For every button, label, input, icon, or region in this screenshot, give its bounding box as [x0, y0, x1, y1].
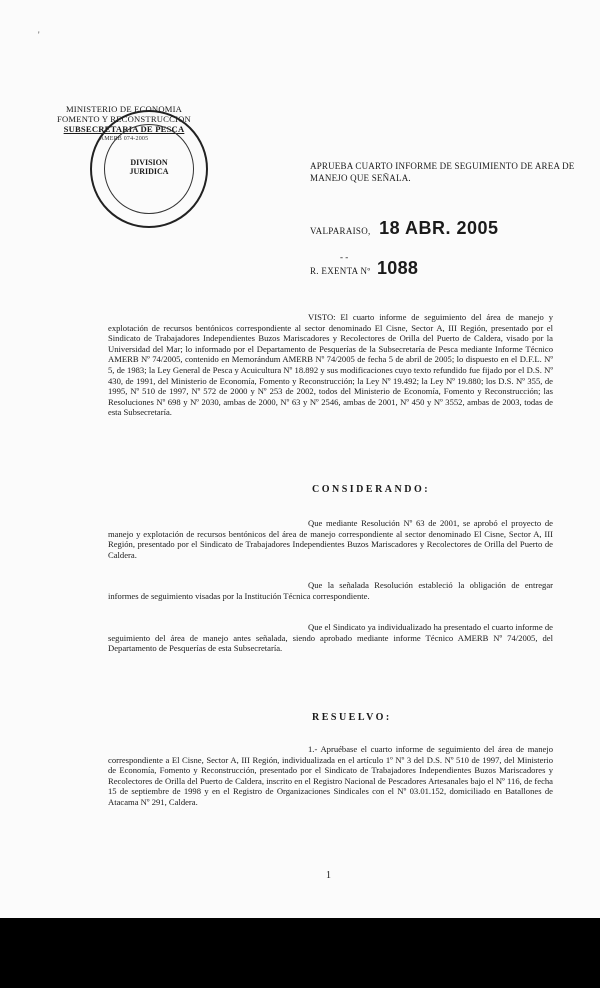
considerando-paragraph-2 [108, 580, 553, 601]
division-juridica-seal [90, 110, 208, 228]
considerando-paragraph-3 [108, 622, 553, 654]
ministry-ref: AMERB 074-2005 [99, 135, 149, 142]
resolution-number: 1088 [376, 258, 419, 278]
considerando-text-2: Que la señalada Resolución estableció la obligación de entregar informes de seguimiento visadas por la Institución Técnica correspondiente. [108, 580, 553, 601]
page-number: 1 [326, 870, 331, 881]
considerando-text-3: Que el Sindicato ya individualizado ha presentado el cuarto informe de seguimiento del área de manejo antes señalada, siendo aprobado mediante informe Técnico AMERB Nº 74/2005, del Departamento de Pesquerías de esta Subsecretaría. [108, 622, 553, 654]
document-subject: APRUEBA CUARTO INFORME DE SEGUIMIENTO DE AREA DE MANEJO QUE SEÑALA. [310, 161, 575, 183]
considerando-text-1: Que mediante Resolución Nº 63 de 2001, se aprobó el proyecto de manejo y explotación de recursos bentónicos del área de manejo correspondiente al sector denominado El Cisne, Sector A, III Región, presentado por el Sindicato de Trabajadores Independientes Buzos Mariscadores y Recolectores de Orilla del Puerto de Caldera. [108, 518, 553, 560]
subsecretaria-name: SUBSECRETARIA DE PESCA [63, 124, 185, 135]
resolution-label: R. EXENTA Nº [310, 266, 371, 276]
scan-mark: ' [38, 30, 40, 40]
visto-paragraph [108, 312, 553, 418]
seal-line-juridica: JURIDICA [129, 167, 169, 176]
ministry-subname: FOMENTO Y RECONSTRUCCION [57, 114, 191, 125]
seal-text [92, 158, 206, 176]
place-date [310, 218, 580, 239]
resolution-line [310, 258, 580, 279]
ministry-name: MINISTERIO DE ECONOMIA [65, 104, 183, 114]
resuelvo-paragraph [108, 744, 553, 808]
place-label: VALPARAISO, [310, 226, 371, 236]
considerando-paragraph-1 [108, 518, 553, 560]
resuelvo-heading: RESUELVO: [312, 712, 392, 723]
date-stamp: 18 ABR. 2005 [379, 218, 499, 238]
seal-line-division: DIVISION [130, 158, 168, 167]
considerando-heading: CONSIDERANDO: [312, 484, 431, 495]
dash-mark: - - [340, 252, 349, 262]
visto-text: VISTO: El cuarto informe de seguimiento del área de manejo y explotación de recursos bentónicos correspondiente al sector denominado El Cisne, Sector A, III Región, presentado por el Sindicato de Trabajadores Independientes Buzos Mariscadores y Recolectores de Orilla del Puerto de Caldera, visado por la Universidad del Mar; lo informado por el Departamento de Pesquerías de la Subsecretaría de Pesca mediante Informe Técnico AMERB Nº 74/2005, contenido en Memorándum AMERB Nº 74/2005 de fecha 5 de abril de 2005; lo dispuesto en el D.F.L. Nº 5, de 1983; la Ley General de Pesca y Acuicultura Nº 18.892 y sus modificaciones cuyo texto refundido fue fijado por el D.S. Nº 430, de 1991, del Ministerio de Economía, Fomento y Reconstrucción; la Ley Nº 19.492; la Ley Nº 19.880; los D.S. Nº 355, de 1995, Nº 510 de 1997, Nº 572 de 2000 y Nº 253 de 2002, todos del Ministerio de Economía, Fomento y Reconstrucción; las Resoluciones Nº 698 y Nº 2030, ambas de 2000, Nº 63 y Nº 2546, ambas de 2001, Nº 450 y Nº 3552, ambas de 2003, todas de esta Subsecretaría. [108, 312, 553, 418]
resuelvo-text: 1.- Apruébase el cuarto informe de seguimiento del área de manejo correspondiente a El Cisne, Sector A, III Región, individualizada en el artículo 1º Nº 3 del D.S. Nº 510 de 1997, del Ministerio de Economía, Fomento y Reconstrucción, presentado por el Sindicato de Trabajadores Independientes Buzos Mariscadores y Recolectores de Orilla del Puerto de Caldera, inscrito en el Registro Nacional de Pescadores Artesanales bajo el Nº 116, de fecha 15 de septiembre de 1998 y en el Registro de Organizaciones Sindicales con el Nº 03.01.152, domiciliado en Batallones de Atacama Nº 291, Caldera. [108, 744, 553, 807]
